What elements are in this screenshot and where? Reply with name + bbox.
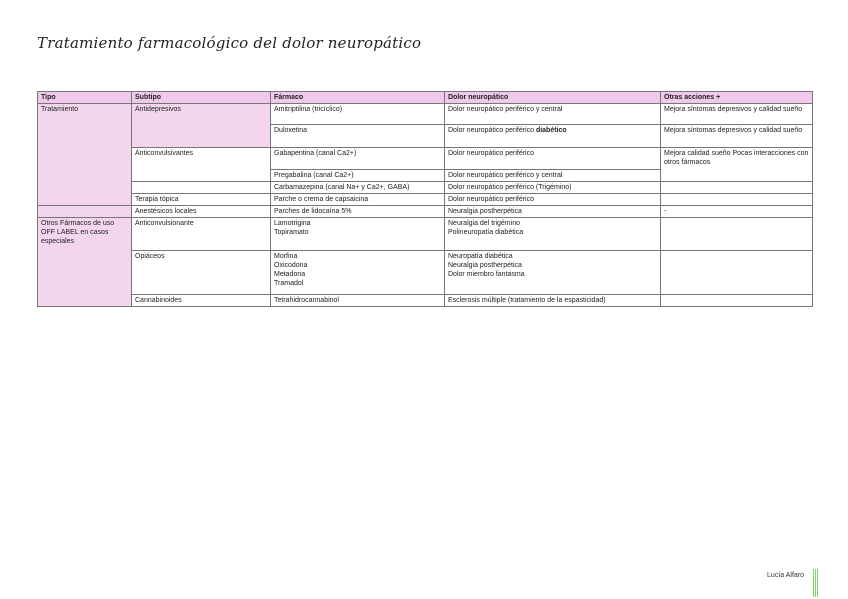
- dolor-miembro-fantasma: Dolor miembro fantasma: [448, 271, 525, 278]
- farmaco-thc: Tetrahidrocannabinol: [271, 295, 445, 307]
- dolor-amitriptilina: Dolor neuropático periférico y central: [445, 104, 661, 125]
- subtipo-anticonvulsionante: Anticonvulsionante: [132, 218, 271, 251]
- dolor-polineuropatia: Polineuropatía diabética: [448, 229, 524, 236]
- dolor-esclerosis: Esclerosis múltiple (tratamiento de la espasticidad): [445, 295, 661, 307]
- dolor-duloxetina-text: Dolor neuropático periférico: [448, 127, 536, 134]
- header-otras: Otras acciones +: [661, 92, 813, 104]
- subtipo-opiaceos: Opiáceos: [132, 251, 271, 295]
- farmaco-anticonvulsionante: [271, 218, 445, 251]
- header-dolor: Dolor neuropático: [445, 92, 661, 104]
- otras-opiaceos: [661, 251, 813, 295]
- farmaco-topiramato: Topiramato: [274, 229, 309, 236]
- farmaco-capsaicina: Parche o crema de capsaicina: [271, 194, 445, 206]
- subtipo-antidepresivos: Antidepresivos: [132, 104, 271, 148]
- header-tipo: Tipo: [38, 92, 132, 104]
- treatment-table: [37, 91, 813, 307]
- table-row: [38, 251, 813, 295]
- dolor-opiaceos: [445, 251, 661, 295]
- table-row: [38, 206, 813, 218]
- farmaco-carbamazepina: Carbamazepina (canal Na+ y Ca2+, GABA): [271, 182, 445, 194]
- farmaco-metadona: Metadona: [274, 271, 306, 278]
- dolor-duloxetina-bold: diabético: [535, 127, 567, 134]
- page-title: Tratamiento farmacológico del dolor neuropático: [37, 34, 422, 52]
- farmaco-tramadol: Tramadol: [274, 280, 304, 287]
- tipo-tratamiento: Tratamiento: [38, 104, 132, 206]
- dolor-duloxetina: [445, 125, 661, 148]
- accent-bars: [813, 569, 819, 597]
- tipo-otros: Otros Fármacos de uso OFF LABEL en casos especiales: [38, 218, 132, 307]
- header-farmaco: Fármaco: [271, 92, 445, 104]
- otras-duloxetina: Mejora síntomas depresivos y calidad sueño: [661, 125, 813, 148]
- farmaco-opiaceos: [271, 251, 445, 295]
- table-row: [38, 295, 813, 307]
- header-subtipo: Subtipo: [132, 92, 271, 104]
- farmaco-gabapentina: Gabapentina (canal Ca2+): [271, 148, 445, 170]
- farmaco-lamotrigina: Lamotrigina: [274, 220, 311, 227]
- otras-carbamazepina: [661, 182, 813, 194]
- dolor-lidocaina: Neuralgia postherpética: [445, 206, 661, 218]
- dolor-neuropatia-diabetica: Neuropatía diabética: [448, 253, 513, 260]
- dolor-gabapentina: Dolor neuropático periférico: [445, 148, 661, 170]
- dolor-pregabalina: Dolor neuropático periférico y central: [445, 170, 661, 182]
- dolor-neuralgia-postherpetica: Neuralgia postherpética: [448, 262, 522, 269]
- subtipo-topica: Terapia tópica: [132, 194, 271, 206]
- dolor-anticonvulsionante: [445, 218, 661, 251]
- subtipo-anticonvulsivantes: Anticonvulsivantes: [132, 148, 271, 182]
- table-row: [38, 194, 813, 206]
- farmaco-oxicodona: Oxicodona: [274, 262, 308, 269]
- otras-cannabinoides: [661, 295, 813, 307]
- table-row: [38, 218, 813, 251]
- otras-lidocaina: -: [661, 206, 813, 218]
- author-footer: Lucía Alfaro: [767, 572, 804, 579]
- tipo-tratamiento-cont: [38, 206, 132, 218]
- farmaco-duloxetina: Duloxetina: [271, 125, 445, 148]
- dolor-trigemino: Neuralgia del trigémino: [448, 220, 520, 227]
- farmaco-amitriptilina: Amitriptilina (tricíclico): [271, 104, 445, 125]
- subtipo-anticonvulsivantes-cont: [132, 182, 271, 194]
- dolor-carbamazepina: Dolor neuropático periférico (Trigémino): [445, 182, 661, 194]
- table-row: [38, 182, 813, 194]
- otras-amitriptilina: Mejora síntomas depresivos y calidad sueño: [661, 104, 813, 125]
- farmaco-morfina: Morfina: [274, 253, 298, 260]
- subtipo-locales: Anestésicos locales: [132, 206, 271, 218]
- otras-capsaicina: [661, 194, 813, 206]
- table-row: [38, 148, 813, 170]
- farmaco-lidocaina: Parches de lidocaína 5%: [271, 206, 445, 218]
- farmaco-pregabalina: Pregabalina (canal Ca2+): [271, 170, 445, 182]
- table-header-row: [38, 92, 813, 104]
- table-row: [38, 104, 813, 125]
- otras-anticonvulsivantes: Mejora calidad sueño Pocas interacciones con otros fármacos: [661, 148, 813, 182]
- dolor-capsaicina: Dolor neuropático periférico: [445, 194, 661, 206]
- subtipo-cannabinoides: Cannabinoides: [132, 295, 271, 307]
- otras-anticonvulsionante: [661, 218, 813, 251]
